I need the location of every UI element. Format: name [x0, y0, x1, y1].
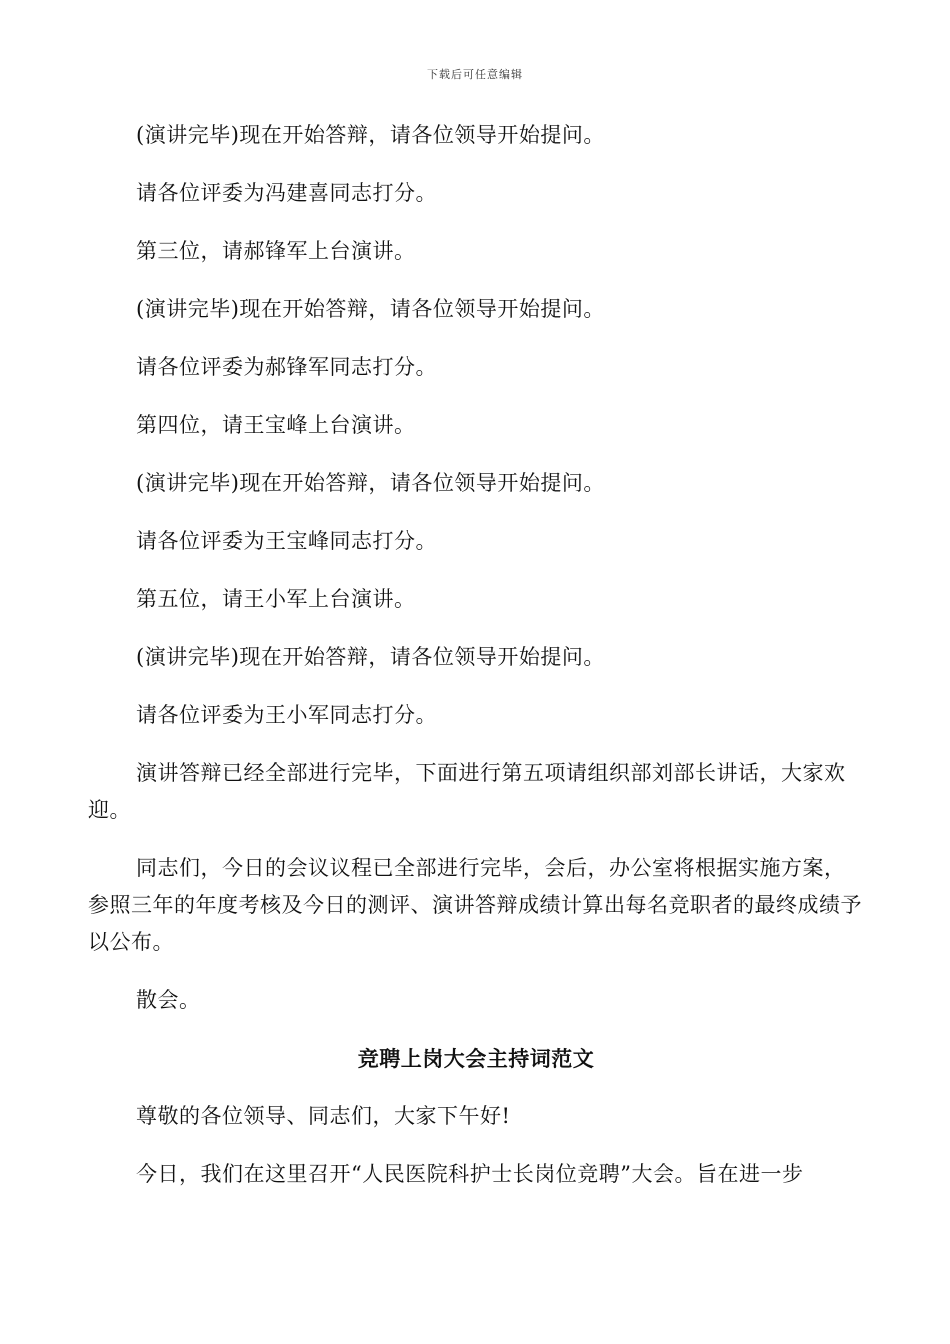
paragraph: (演讲完毕)现在开始答辩，请各位领导开始提问。 — [136, 645, 605, 669]
paragraph: 散会。 — [136, 988, 201, 1012]
paragraph: 演讲答辩已经全部进行完毕，下面进行第五项请组织部刘部长讲话，大家欢迎。 — [88, 761, 846, 822]
paragraph: 同志们，今日的会议议程已全部进行完毕，会后，办公室将根据实施方案，参照三年的年度考核及今日的测评、演讲答辩成绩计算出每名竞职者的最终成绩予以公布。 — [88, 856, 862, 954]
paragraph: (演讲完毕)现在开始答辩，请各位领导开始提问。 — [136, 123, 605, 147]
paragraph: (演讲完毕)现在开始答辩，请各位领导开始提问。 — [136, 471, 605, 495]
page-header-note: 下载后可任意编辑 — [427, 68, 523, 81]
paragraph: 尊敬的各位领导、同志们，大家下午好! — [136, 1104, 511, 1128]
paragraph: 请各位评委为王宝峰同志打分。 — [136, 529, 437, 553]
paragraph: (演讲完毕)现在开始答辩，请各位领导开始提问。 — [136, 297, 605, 321]
paragraph: 第三位，请郝锋军上台演讲。 — [136, 239, 416, 263]
paragraph: 请各位评委为冯建喜同志打分。 — [136, 181, 437, 205]
paragraph: 请各位评委为王小军同志打分。 — [136, 703, 437, 727]
section-title: 竞聘上岗大会主持词范文 — [357, 1046, 595, 1071]
paragraph: 今日，我们在这里召开“人民医院科护士长岗位竞聘”大会。旨在进一步 — [136, 1162, 804, 1186]
document-body — [88, 117, 864, 1214]
paragraph: 第四位，请王宝峰上台演讲。 — [136, 413, 416, 437]
paragraph: 第五位，请王小军上台演讲。 — [136, 587, 416, 611]
paragraph: 请各位评委为郝锋军同志打分。 — [136, 355, 437, 379]
